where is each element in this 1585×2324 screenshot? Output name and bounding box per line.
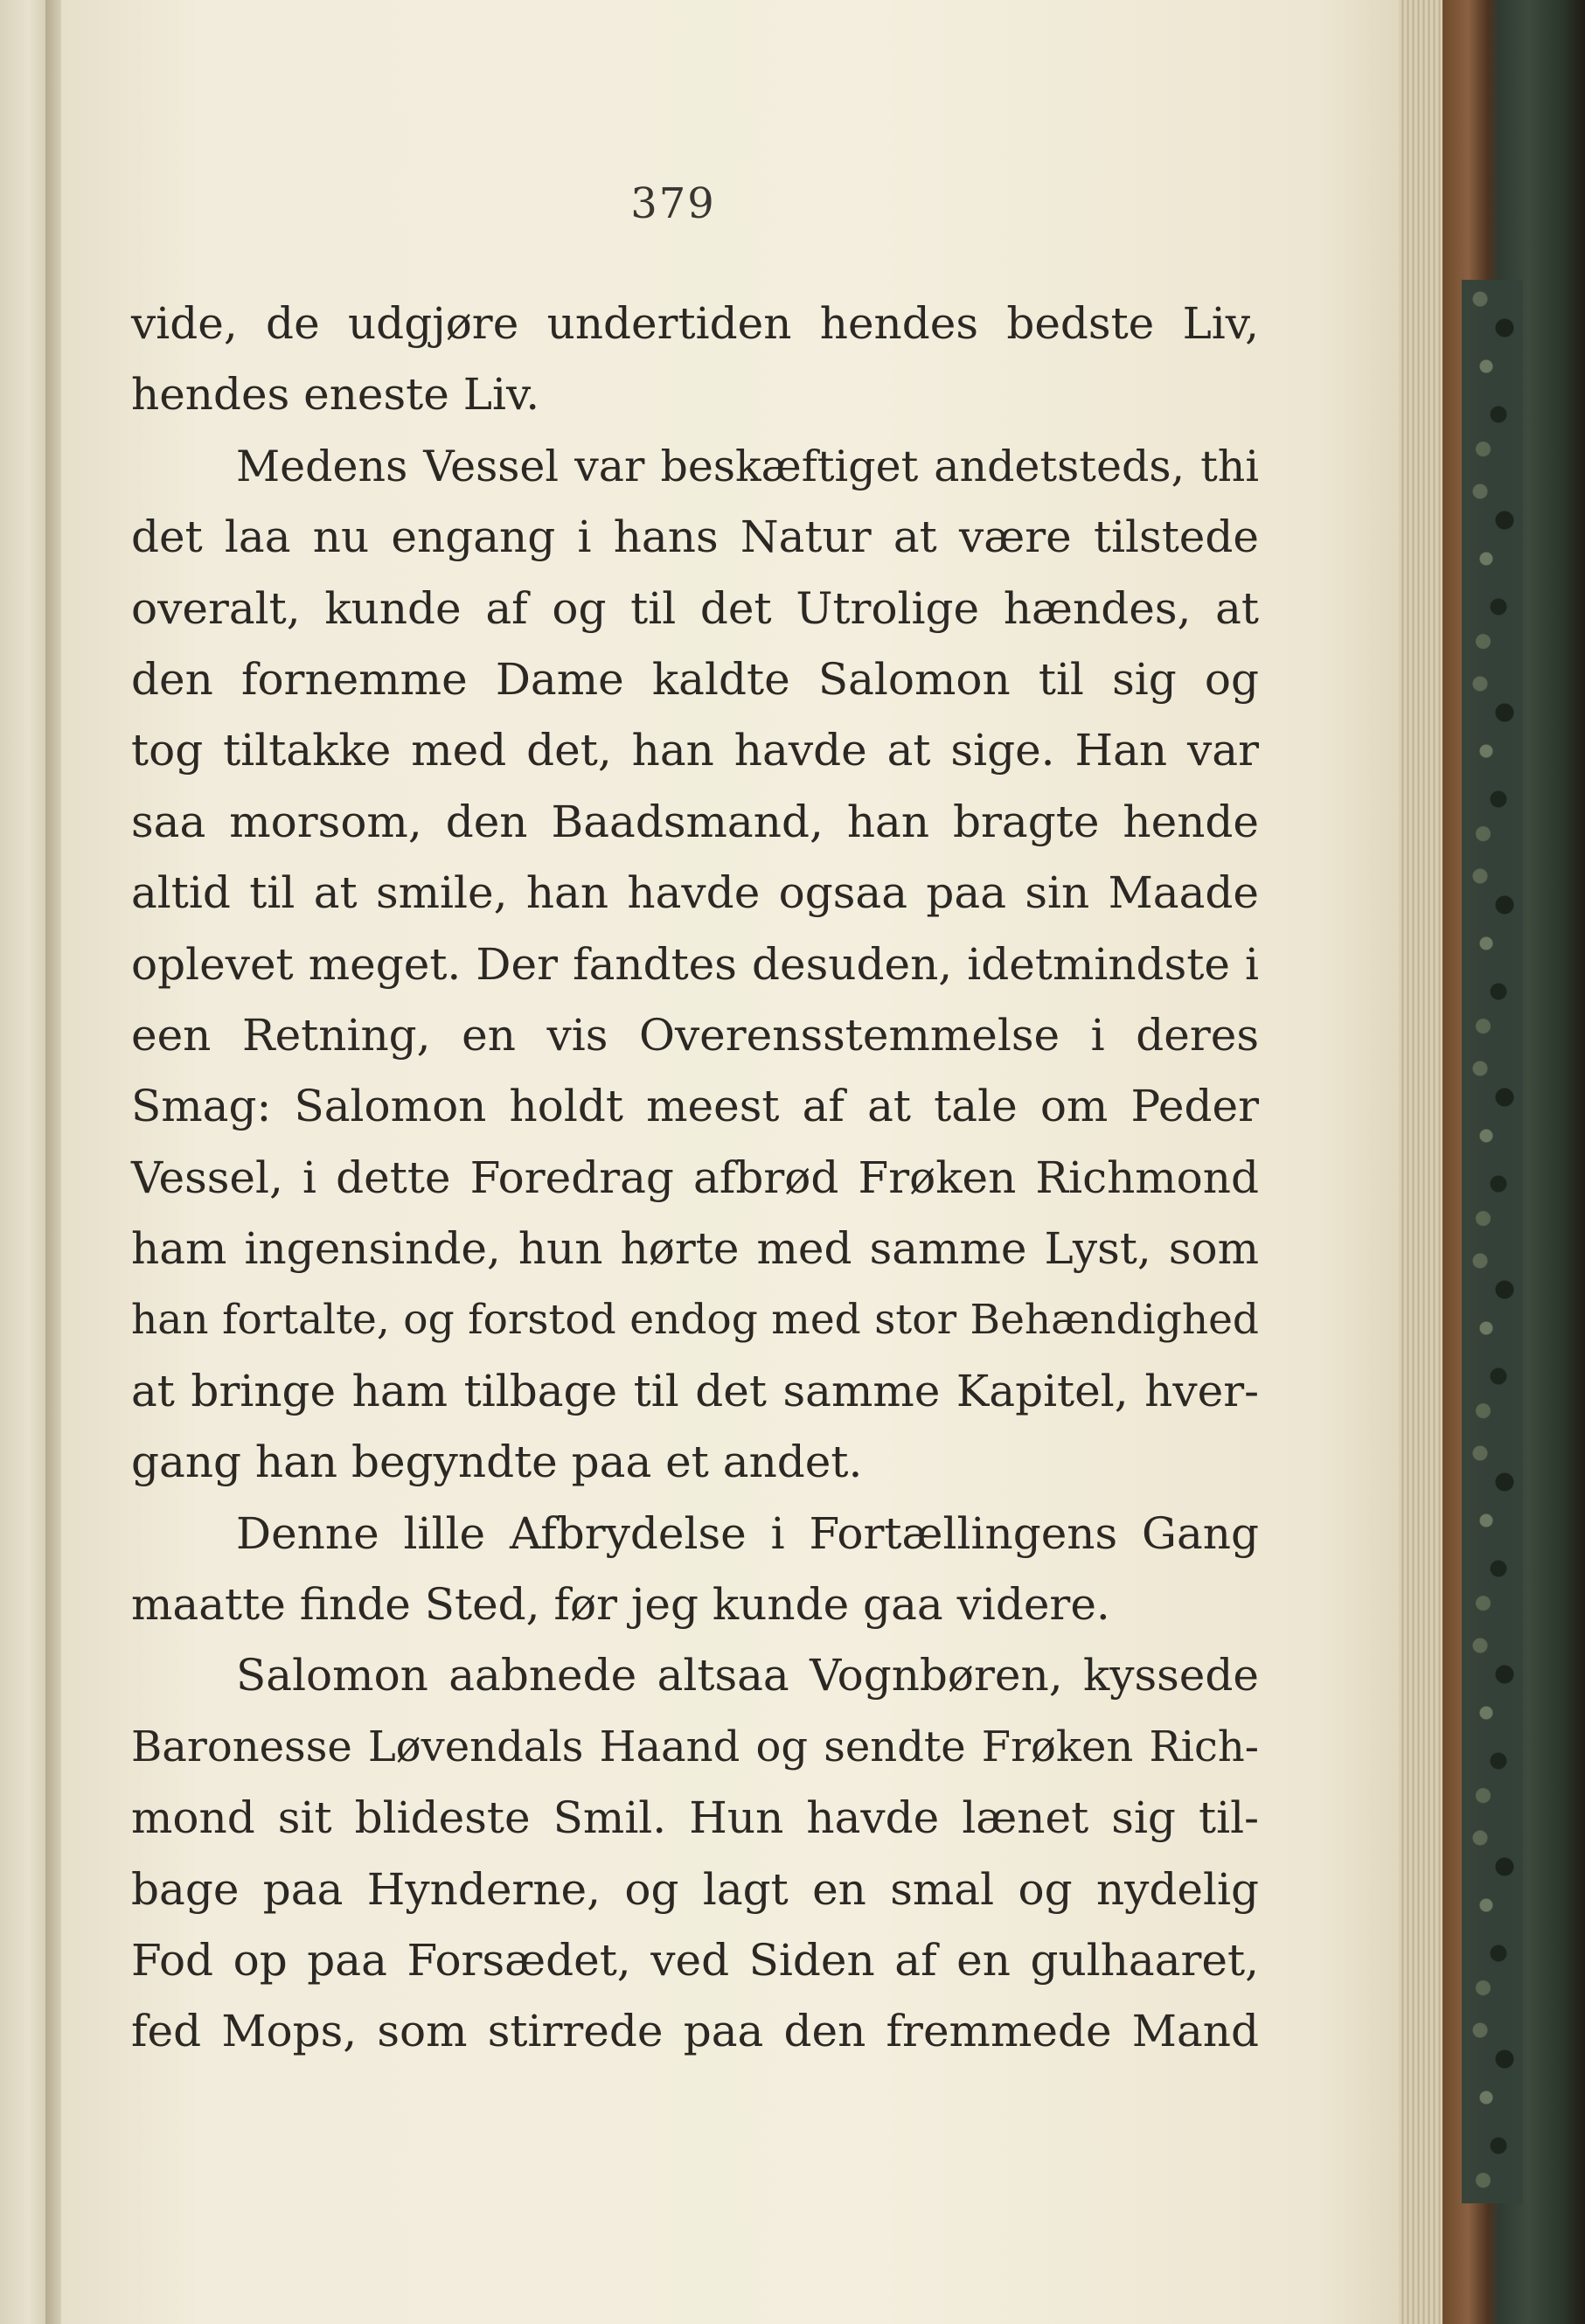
text-line: altid til at smile, han havde ogsaa paa sin Maade [131, 867, 1259, 919]
text-line: Salomon aabnede altsaa Vognbøren, kyssede [236, 1650, 1259, 1701]
text-line: mond sit blideste Smil. Hun havde lænet sig til- [131, 1792, 1259, 1844]
text-line: fed Mops, som stirrede paa den fremmede Mand [131, 2006, 1259, 2057]
text-line: een Retning, en vis Overensstemmelse i deres [131, 1009, 1259, 1061]
page-text [131, 289, 1259, 2068]
text-line: Smag: Salomon holdt meest af at tale om Peder [131, 1081, 1259, 1132]
text-line: det laa nu engang i hans Natur at være tilstede [131, 511, 1259, 563]
marbled-cover [1462, 280, 1523, 2203]
text-line: tog tiltakke med det, han havde at sige. Han var [131, 725, 1259, 776]
text-line: hendes eneste Liv. [131, 369, 540, 421]
text-line: Medens Vessel var beskæftiget andetsteds, thi [236, 441, 1259, 491]
facing-page-edge [0, 0, 52, 2324]
page-number: 379 [630, 179, 716, 228]
text-line: oplevet meget. Der fandtes desuden, idetmindste i [131, 938, 1259, 990]
text-line: gang han begyndte paa et andet. [131, 1437, 863, 1488]
text-line: han fortalte, og forstod endog med stor Behændighed [131, 1296, 1259, 1345]
text-line: Fod op paa Forsædet, ved Siden af en gulhaaret, [131, 1934, 1259, 1986]
text-line: Vessel, i dette Foredrag afbrød Frøken Richmond [131, 1152, 1259, 1203]
text-line: at bringe ham tilbage til det samme Kapitel, hver- [131, 1365, 1259, 1416]
text-line: ham ingensinde, hun hørte med samme Lyst, som [131, 1223, 1259, 1275]
text-line: saa morsom, den Baadsmand, han bragte hende [131, 796, 1259, 847]
book-page [61, 0, 1425, 2324]
text-line: Denne lille Afbrydelse i Fortællingens Gang [236, 1507, 1259, 1559]
text-line: overalt, kunde af og til det Utrolige hændes, at [131, 582, 1259, 634]
text-line: maatte finde Sted, før jeg kunde gaa videre. [131, 1579, 1110, 1631]
text-line: bage paa Hynderne, og lagt en smal og nydelig [131, 1863, 1259, 1915]
text-line: den fornemme Dame kaldte Salomon til sig og [131, 653, 1259, 705]
text-line: vide, de udgjøre undertiden hendes bedste Liv, [131, 298, 1259, 349]
text-line: Baronesse Løvendals Haand og sendte Frøken Rich- [131, 1722, 1259, 1771]
